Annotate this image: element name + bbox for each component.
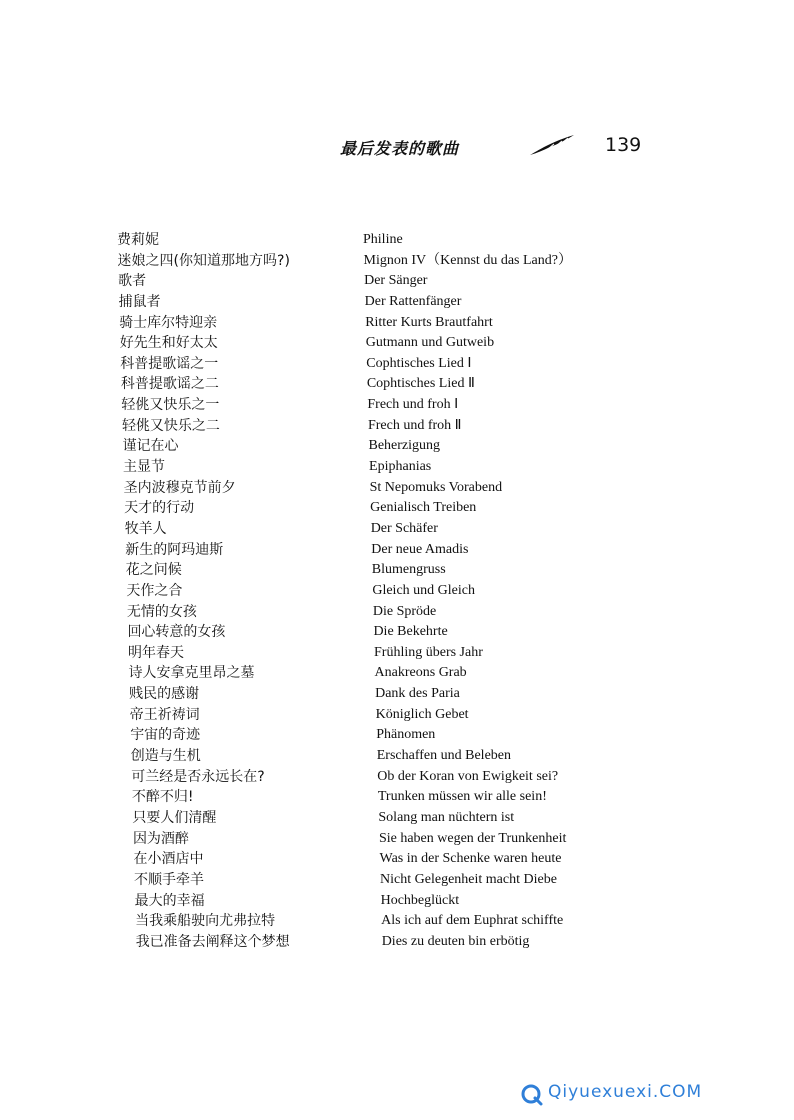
list-row — [0, 622, 794, 643]
list-row — [0, 498, 794, 519]
list-row — [0, 911, 794, 932]
list-row — [0, 684, 794, 705]
chinese-title: 歌者 — [118, 273, 147, 290]
german-title: Phänomen — [376, 727, 436, 743]
chinese-title: 科普提歌谣之二 — [120, 376, 219, 393]
german-title: Gutmann und Gutweib — [365, 335, 495, 351]
chinese-title: 牧羊人 — [124, 520, 167, 537]
chinese-title: 最大的幸福 — [134, 892, 205, 909]
german-title: Der Sänger — [364, 273, 428, 289]
list-row — [0, 333, 794, 354]
german-title: Mignon IV（Kennst du das Land?） — [363, 252, 572, 268]
list-row — [0, 560, 794, 581]
german-title: Hochbeglückt — [380, 892, 460, 908]
list-row — [0, 271, 794, 292]
chinese-title: 创造与生机 — [130, 748, 201, 765]
chinese-title: 科普提歌谣之一 — [120, 355, 219, 372]
german-title: Cophtisches Lied Ⅱ — [366, 376, 475, 392]
list-row — [0, 581, 794, 602]
chinese-title: 好先生和好太太 — [119, 335, 218, 352]
chinese-title: 在小酒店中 — [133, 851, 204, 868]
german-title: Solang man nüchtern ist — [378, 809, 515, 825]
list-row — [0, 602, 794, 623]
list-row — [0, 230, 794, 251]
chinese-title: 我已准备去阐释这个梦想 — [135, 933, 290, 950]
chinese-title: 天作之合 — [126, 582, 183, 599]
german-title: Sie haben wegen der Trunkenheit — [378, 830, 567, 846]
chinese-title: 圣内波穆克节前夕 — [123, 479, 236, 496]
list-row — [0, 725, 794, 746]
list-row — [0, 540, 794, 561]
list-row — [0, 643, 794, 664]
chinese-title: 回心转意的女孩 — [127, 624, 226, 641]
chinese-title: 新生的阿玛迪斯 — [125, 541, 224, 558]
list-row — [0, 932, 794, 953]
german-title: Anakreons Grab — [374, 665, 467, 681]
chinese-title: 轻佻又快乐之一 — [121, 397, 220, 414]
watermark — [520, 1080, 790, 1110]
list-row — [0, 746, 794, 767]
german-title: Erschaffen und Beleben — [376, 748, 511, 764]
list-row — [0, 395, 794, 416]
chinese-title: 费莉妮 — [117, 232, 159, 248]
german-title: Nicht Gelegenheit macht Diebe — [380, 871, 557, 887]
page-number: 139 — [605, 134, 642, 156]
song-list — [0, 230, 794, 952]
chinese-title: 只要人们清醒 — [132, 809, 217, 826]
german-title: Was in der Schenke waren heute — [379, 851, 562, 867]
german-title: Trunken müssen wir alle sein! — [377, 789, 547, 805]
list-row — [0, 436, 794, 457]
list-row — [0, 251, 794, 272]
german-title: Als ich auf dem Euphrat schiffte — [381, 913, 564, 929]
chinese-title: 明年春天 — [128, 644, 184, 661]
german-title: Cophtisches Lied Ⅰ — [366, 355, 472, 371]
chinese-title: 宇宙的奇迹 — [130, 727, 201, 744]
list-row — [0, 767, 794, 788]
list-row — [0, 787, 794, 808]
chinese-title: 帝王祈祷词 — [129, 706, 200, 723]
german-title: Königlich Gebet — [375, 706, 469, 722]
logo-q-icon — [520, 1083, 544, 1107]
german-title: Philine — [363, 232, 403, 247]
chinese-title: 不醉不归! — [131, 789, 194, 806]
german-title: Blumengruss — [371, 562, 446, 578]
list-row — [0, 313, 794, 334]
list-row — [0, 829, 794, 850]
german-title: Beherzigung — [368, 438, 441, 454]
chinese-title: 迷娘之四(你知道那地方吗?) — [117, 252, 290, 269]
watermark-text: Qiyuexuexi.COM — [548, 1082, 703, 1102]
german-title: Die Bekehrte — [373, 624, 448, 640]
chinese-title: 捕鼠者 — [118, 293, 161, 310]
list-row — [0, 891, 794, 912]
german-title: St Nepomuks Vorabend — [369, 479, 503, 495]
chinese-title: 诗人安拿克里昂之墓 — [128, 665, 255, 682]
german-title: Dank des Paria — [375, 686, 460, 702]
list-row — [0, 292, 794, 313]
list-row — [0, 374, 794, 395]
chinese-title: 贱民的感谢 — [129, 686, 200, 703]
page-header — [340, 132, 650, 162]
chinese-title: 天才的行动 — [124, 500, 195, 517]
running-title: 最后发表的歌曲 — [340, 139, 460, 158]
german-title: Ob der Koran von Ewigkeit sei? — [377, 768, 559, 784]
list-row — [0, 663, 794, 684]
chinese-title: 骑士库尔特迎亲 — [119, 314, 218, 331]
german-title: Der Schäfer — [370, 520, 438, 536]
german-title: Gleich und Gleich — [372, 582, 475, 598]
chinese-title: 可兰经是否永远长在? — [131, 768, 265, 785]
german-title: Ritter Kurts Brautfahrt — [365, 314, 493, 330]
german-title: Der Rattenfänger — [364, 293, 462, 309]
list-row — [0, 457, 794, 478]
german-title: Frech und froh Ⅱ — [367, 417, 462, 433]
feather-quill-icon — [528, 132, 578, 158]
list-row — [0, 354, 794, 375]
german-title: Frech und froh Ⅰ — [367, 397, 459, 413]
list-row — [0, 870, 794, 891]
list-row — [0, 416, 794, 437]
chinese-title: 不顺手牵羊 — [134, 871, 205, 888]
list-row — [0, 849, 794, 870]
german-title: Dies zu deuten bin erbötig — [381, 933, 530, 949]
list-row — [0, 478, 794, 499]
chinese-title: 无情的女孩 — [126, 603, 197, 620]
chinese-title: 当我乘船驶向尤弗拉特 — [135, 913, 276, 930]
german-title: Frühling übers Jahr — [374, 644, 483, 660]
chinese-title: 花之问候 — [125, 562, 182, 579]
list-row — [0, 808, 794, 829]
german-title: Epiphanias — [369, 459, 432, 475]
list-row — [0, 705, 794, 726]
list-row — [0, 519, 794, 540]
german-title: Die Spröde — [372, 603, 437, 619]
chinese-title: 轻佻又快乐之二 — [121, 417, 220, 434]
chinese-title: 因为酒醉 — [132, 830, 189, 847]
german-title: Der neue Amadis — [371, 541, 469, 557]
chinese-title: 主显节 — [123, 459, 166, 476]
german-title: Genialisch Treiben — [370, 500, 477, 516]
chinese-title: 谨记在心 — [122, 438, 179, 455]
